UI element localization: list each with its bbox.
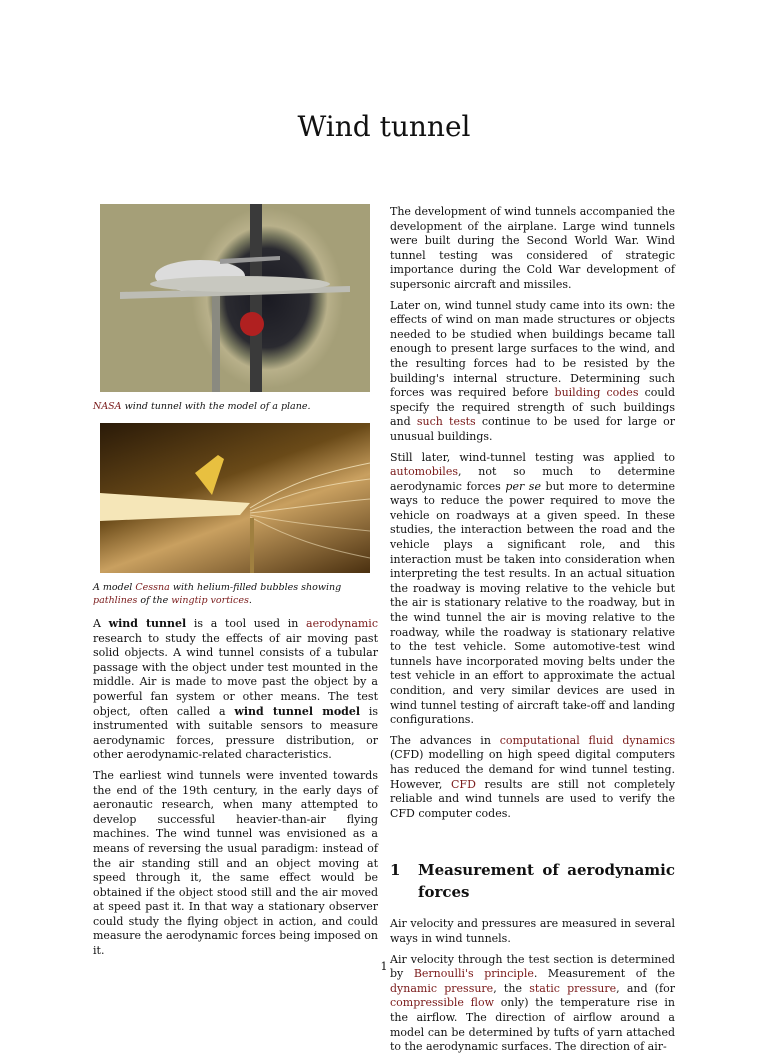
left-paragraph-2: The earliest wind tunnels were invented towards the end of the 19th century, in the early days of aeronautic research, when many attempted to develop successful heavier-than-air flying machines. The wind tunnel was envisioned as a means of reversing the usual paradigm: instead of the air standing still and an object moving at speed through it, the same effect would be obtained if the object stood still and the air moved at speed past it. In that way a stationary observer could study the flying object in action, and could measure the aerodynamic forces being imposed on it. xyxy=(93,768,378,958)
automobiles-link[interactable]: automobiles xyxy=(390,465,458,479)
static-pressure-link[interactable]: static pressure xyxy=(529,981,617,995)
nasa-link[interactable]: NASA xyxy=(93,401,122,412)
right-paragraph-2: Later on, wind tunnel study came into its own: the effects of wind on man made structures or objects needed to be studied when buildings became tall enough to present large surfaces to the wind, and the resulting forces had to be resisted by the building's internal structure. Determining such forces was required before building codes could specify the required strength of such buildings and such tests continue to be used for large or unusual buildings. xyxy=(390,298,675,443)
figure-1-caption: NASA wind tunnel with the model of a plane. xyxy=(93,401,311,412)
such-tests-link[interactable]: such tests xyxy=(416,415,476,429)
page-title: Wind tunnel xyxy=(297,110,471,143)
left-column xyxy=(93,200,378,965)
right-paragraph-1: The development of wind tunnels accompanied the development of the airplane. Large wind tunnels were built during the Second World War. Wind tunnel testing was considered of strategic importance during the Cold War development of supersonic aircraft and missiles. xyxy=(390,205,675,291)
right-paragraph-4: The advances in computational fluid dynamics (CFD) modelling on high speed digital computers has reduced the demand for wind tunnel testing. However, CFD results are still not completely reliable and wind tunnels are used to verify the CFD computer codes. xyxy=(390,733,675,820)
right-column xyxy=(390,205,675,1061)
figure-2-caption: A model Cessna with helium-filled bubbles showing pathlines of the wingtip vortices. xyxy=(93,582,342,606)
airplane-model-illustration xyxy=(100,204,370,392)
bernoulli-link[interactable]: Bernoulli's principle xyxy=(413,967,534,981)
building-codes-link[interactable]: building codes xyxy=(554,386,639,400)
cessna-link[interactable]: Cessna xyxy=(135,582,170,593)
left-paragraph-1: A wind tunnel is a tool used in aerodynamic research to study the effects of air moving past solid objects. A wind tunnel consists of a tubular passage with the object under test mounted in the middle. Air is made to move past the object by a powerful fan system or other means. The test object, often called a wind tunnel model is instrumented with suitable sensors to measure aerodynamic forces, pressure distribution, or other aerodynamic-related characteristics. xyxy=(93,617,378,762)
figure-nasa-tunnel xyxy=(100,204,370,392)
section-title: Measurement of aerodynamic forces xyxy=(418,861,675,902)
right-paragraph-6: Air velocity through the test section is determined by Bernoulli's principle. Measurement of the dynamic pressure, the static pressure, and (for compressible flow only) the temperature rise in the airflow. The direction of airflow around a model can be determined by tufts of yarn attached to the aerodynamic surfaces. The direction of air- xyxy=(390,952,676,1054)
compressible-flow-link[interactable]: compressible flow xyxy=(390,996,495,1010)
aerodynamic-link[interactable]: aerodynamic xyxy=(306,617,378,630)
page-number: 1 xyxy=(380,960,388,973)
cfd-short-link[interactable]: CFD xyxy=(451,777,476,791)
section-number: 1 xyxy=(390,861,401,880)
section-heading-1 xyxy=(390,859,675,903)
right-paragraph-5: Air velocity and pressures are measured in several ways in wind tunnels. xyxy=(390,917,675,945)
dynamic-pressure-link[interactable]: dynamic pressure xyxy=(390,981,494,995)
cessna-wing-illustration xyxy=(100,423,370,573)
wingtip-vortices-link[interactable]: wingtip vortices xyxy=(171,595,249,606)
pathlines-link[interactable]: pathlines xyxy=(93,595,138,606)
cfd-link[interactable]: computational fluid dynamics xyxy=(499,733,675,747)
figure-cessna-bubbles xyxy=(100,423,370,573)
right-paragraph-3: Still later, wind-tunnel testing was applied to automobiles, not so much to determine aerodynamic forces per se but more to determine ways to reduce the power required to move the vehicle on roadways at a given speed. In these studies, the interaction between the road and the vehicle plays a significant role, and this interaction must be taken into consideration when interpreting the test results. In an actual situation the roadway is moving relative to the vehicle but the air is stationary relative to the roadway, but in the wind tunnel the air is moving relative to the roadway, while the roadway is stationary relative to the test vehicle. Some automotive-test wind tunnels have incorporated moving belts under the test vehicle in an effort to approximate the actual condition, and very similar devices are used in wind tunnel testing of aircraft take-off and landing configurations. xyxy=(390,450,676,727)
